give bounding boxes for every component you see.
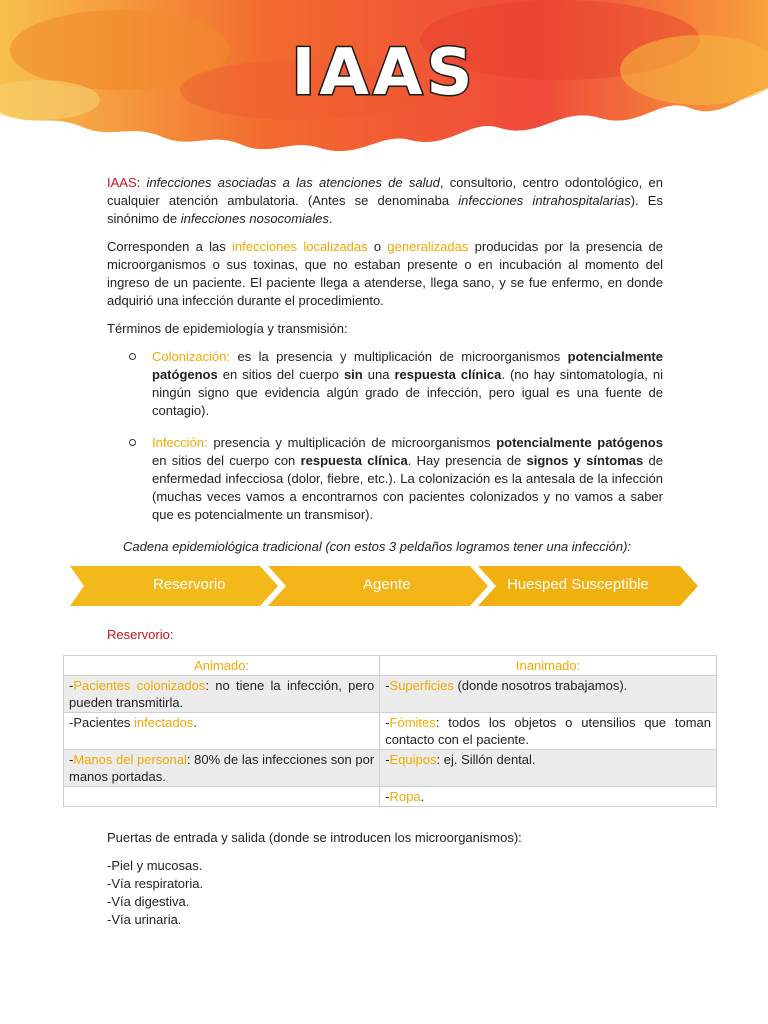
table-cell: -Pacientes infectados. [64, 713, 380, 750]
puertas-list [107, 857, 663, 929]
column-header-animado: Animado: [64, 656, 380, 676]
terms-heading: Términos de epidemiología y transmisión: [107, 321, 348, 336]
table-cell: -Fómites: todos los objetos o utensilios que toman contacto con el paciente. [380, 713, 717, 750]
list-item-colonizacion: Colonización: es la presencia y multiplicación de microorganismos potencialmente patógenos en sitios del cuerpo sin una respuesta clínica. (no hay sintomatología, ni ningún signo que evidencia algún grado de infección, pero igual es una fuente de contagio). [107, 348, 663, 420]
bullet-icon [129, 353, 136, 360]
table-row [64, 713, 717, 750]
definition-paragraph: Corresponden a las infecciones localizadas o generalizadas producidas por la presencia de microorganismos o sus toxinas, que no estaban presente o en incubación al momento del ingreso de un paciente. El paciente llega a atenderse, llega sano, y se fue enfermo, en donde adquirió una infección durante el procedimiento. [107, 239, 664, 308]
page-title: IAAS [291, 36, 477, 110]
table-row [64, 676, 717, 713]
reservorio-heading: Reservorio: [107, 627, 174, 642]
puertas-heading: Puertas de entrada y salida (donde se introducen los microorganismos): [107, 830, 522, 845]
chain-label-huesped: Huesped Susceptible [507, 576, 649, 593]
table-cell: -Superficies (donde nosotros trabajamos). [380, 676, 717, 713]
table-cell: -Manos del personal: 80% de las infecciones son por manos portadas. [64, 750, 380, 787]
chain-label-reservorio: Reservorio [153, 576, 226, 593]
puertas-section [107, 829, 663, 929]
table-cell: -Pacientes colonizados: no tiene la infección, pero pueden transmitirla. [64, 676, 380, 713]
chain-label-agente: Agente [363, 576, 411, 593]
list-item: -Vía respiratoria. [107, 876, 204, 891]
intro-paragraph: IAAS: infecciones asociadas a las atenciones de salud, consultorio, centro odontológico, en cualquier atención ambulatoria. (Antes se denominaba infecciones intrahospitalarias). Es sinónimo de infecciones nosocomiales. [107, 175, 663, 226]
bullet-icon [129, 439, 136, 446]
table-cell [64, 787, 380, 807]
table-cell: -Equipos: ej. Sillón dental. [380, 750, 717, 787]
chain-caption: Cadena epidemiológica tradicional (con estos 3 peldaños logramos tener una infección): [123, 539, 632, 554]
column-header-inanimado: Inanimado: [380, 656, 717, 676]
list-item-infeccion: Infección: presencia y multiplicación de microorganismos potencialmente patógenos en sitios del cuerpo con respuesta clínica. Hay presencia de signos y síntomas de enfermedad infecciosa (dolor, fiebre, etc.). La colonización es la antesala de la infección (muchas veces vamos a encontrarnos con pacientes colonizados y no vamos a saber que es potencialmente un transmisor). [107, 434, 663, 524]
list-item: -Vía urinaria. [107, 912, 182, 927]
list-item: -Piel y mucosas. [107, 858, 203, 873]
table-cell: -Ropa. [380, 787, 717, 807]
term-iaas: IAAS [107, 175, 137, 190]
list-item: -Vía digestiva. [107, 894, 190, 909]
terms-list [107, 348, 663, 524]
table-row [64, 787, 717, 807]
main-content [107, 174, 663, 562]
reservorio-table [63, 655, 717, 807]
table-row [64, 750, 717, 787]
